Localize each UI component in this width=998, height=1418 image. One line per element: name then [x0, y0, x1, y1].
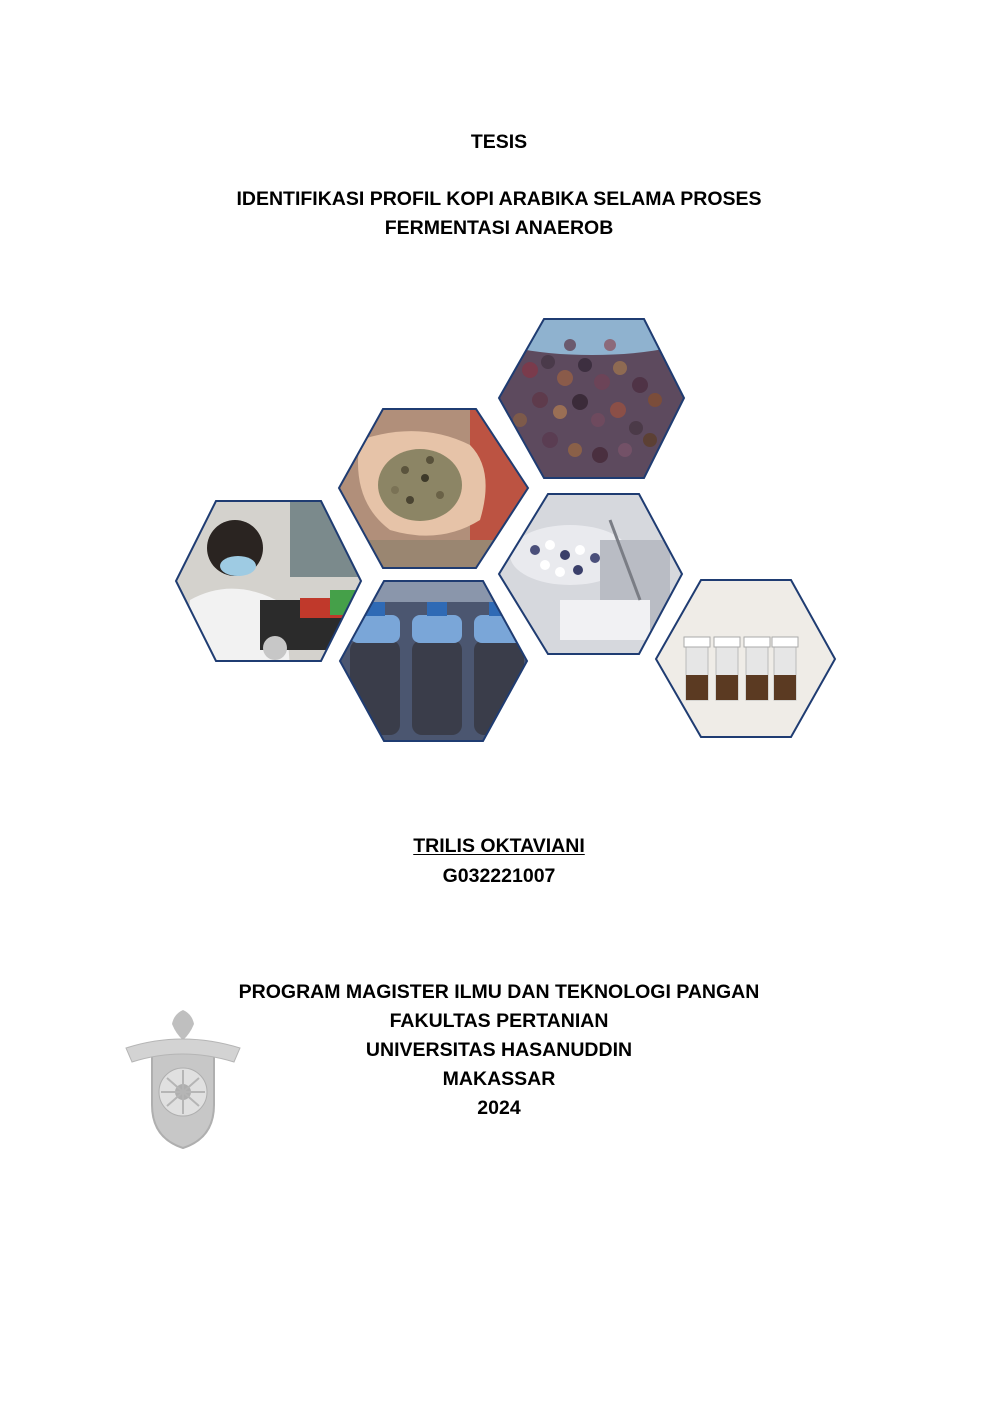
photo-fermented-coffee-cherries [482, 305, 702, 485]
photo-gc-autosampler [495, 490, 690, 660]
program-name: PROGRAM MAGISTER ILMU DAN TEKNOLOGI PANGAN [238, 981, 760, 1003]
author-name: TRILIS OKTAVIANI [413, 835, 585, 857]
document-type-label: TESIS [470, 131, 528, 153]
city-name: MAKASSAR [442, 1068, 556, 1090]
photo-green-beans-in-hand [335, 405, 535, 575]
photo-fermentation-gallons [336, 577, 531, 747]
thesis-title-line-2: FERMENTASI ANAEROB [384, 217, 614, 239]
photo-researcher-with-mask [172, 497, 367, 667]
student-id: G032221007 [442, 865, 556, 887]
university-name: UNIVERSITAS HASANUDDIN [365, 1039, 633, 1061]
photo-sample-vials [652, 576, 842, 741]
faculty-name: FAKULTAS PERTANIAN [389, 1010, 609, 1032]
publication-year: 2024 [477, 1097, 521, 1119]
thesis-title-line-1: IDENTIFIKASI PROFIL KOPI ARABIKA SELAMA PROSES [236, 188, 762, 210]
